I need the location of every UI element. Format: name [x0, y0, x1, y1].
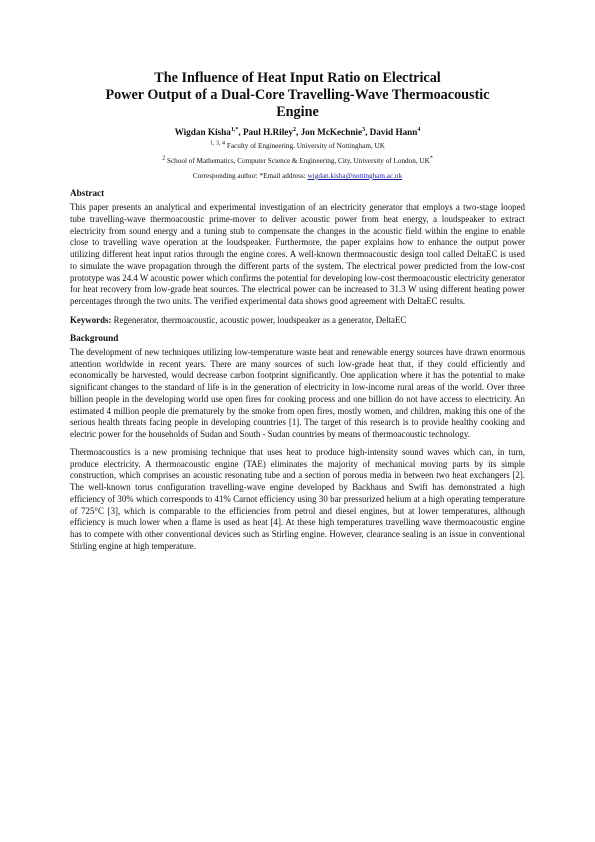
- author-4: David Hann$^4$: [369, 126, 421, 137]
- background-paragraph-2: Thermoacoustics is a new promising technique that uses heat to produce high-intensity sound waves which can, in turn, produce electricity. A thermoacoustic engine (TAE) eliminates the majority of mechanical moving parts by its simple construction, which comprises an acoustic resonating tube and a section of porous media in between two heat exchangers [2]. The well-known torus configuration travelling-wave engine developed by Backhaus and Swift has demonstrated a high efficiency of 30% which corresponds to 41% Carnot efficiency using 30 bar pressurized helium at a high operating temperature of 725°C [3], which is comparable to the efficiencies from petrol and diesel engines, but at lower temperatures, although efficiency is much lower when a flame is used as heat [4]. At these high temperatures travelling wave thermoacoustic engine has to compete with other conventional devices such as Stirling engine. However, clearance sealing is an issue in conventional Stirling engine at high temperature.: [70, 446, 525, 551]
- background-heading: Background: [70, 332, 119, 343]
- paper-title: [70, 70, 525, 121]
- affiliation-2: $^2$ School of Mathematics, Computer Science & Engineering, City, University of London, UK*: [162, 155, 433, 165]
- abstract-text: This paper presents an analytical and experimental investigation of an electricity generator that employs a two-stage looped tube travelling-wave thermoacoustic prime-mover to deliver acoustic power from heat energy, a loudspeaker to extract electricity from sound energy and a tuning stub to compensate the changes in the acoustic field within the engine to enable close to travelling wave operation at the loudspeaker. Furthermore, the paper explains how to enhance the output power utilizing different heat input ratios through the engine cores. A well-known thermoacoustic design tool called DeltaEC is used to simulate the wave propagation through the different parts of the system. The electrical power predicted from the low-cost prototype was 24.4 W acoustic power which confirms the potential for developing low-cost thermoacoustic electricity generator for heat recovery from low-grade heat sources. The electrical power can be increased to 31.3 W using different heating power percentages through the two units. The verified experimental data shows good agreement with DeltaEC results.: [70, 202, 525, 306]
- keywords-label: Keywords:: [70, 314, 112, 325]
- email-link[interactable]: wigdan.kisha@nottingham.ac.uk: [307, 172, 403, 180]
- title-line-1: The Influence of Heat Input Ratio on Electrical: [154, 70, 441, 86]
- paper-page: [70, 70, 525, 553]
- author-2: Paul H.Riley$^2$: [242, 126, 296, 137]
- keywords: [70, 314, 525, 326]
- author-1: Wigdan Kisha$^{1,*}$: [174, 126, 239, 137]
- background-paragraph-1: The development of new techniques utilizing low-temperature waste heat and renewable energy sources have drawn enormous attention worldwide in recent years. There are many sources of such low-grade heat that, if they could efficiently and economically be harvested, would decrease carbon footprint significantly. One application where it has the potential to make significant changes to the standard of life is in the generation of electricity in low-income rural areas of the world. Over three billion people in the developing world use open fires for cooking process and one billion do not have access to electricity. An estimated 4 million people die prematurely by the smoke from open fires, mostly women, and children, making this one of the serious health threats facing people in developing countries [1]. The target of this research is to provide healthy cooking and electric power for the households of Sudan and South - Sudan countries by means of thermoacoustic technology.: [70, 346, 525, 439]
- title-line-3: Engine: [276, 104, 319, 120]
- author-list: Wigdan Kisha$^{1,*}$, Paul H.Riley$^2$, Jon McKechnie$^3$, David Hann$^4$: [174, 126, 421, 137]
- author-3: Jon McKechnie$^3$: [300, 126, 366, 137]
- abstract-heading: Abstract: [70, 188, 105, 198]
- corresponding-author: Corresponding author: *Email address: wigdan.kisha@nottingham.ac.uk: [192, 172, 403, 180]
- keywords-text: Regenerator, thermoacoustic, acoustic power, loudspeaker as a generator, DeltaEC: [113, 314, 407, 325]
- title-line-2: Power Output of a Dual-Core Travelling-Wave Thermoacoustic: [105, 87, 490, 103]
- affiliation-1: $^{1, 3, 4}$ Faculty of Engineering, University of Nottingham, UK: [210, 140, 385, 150]
